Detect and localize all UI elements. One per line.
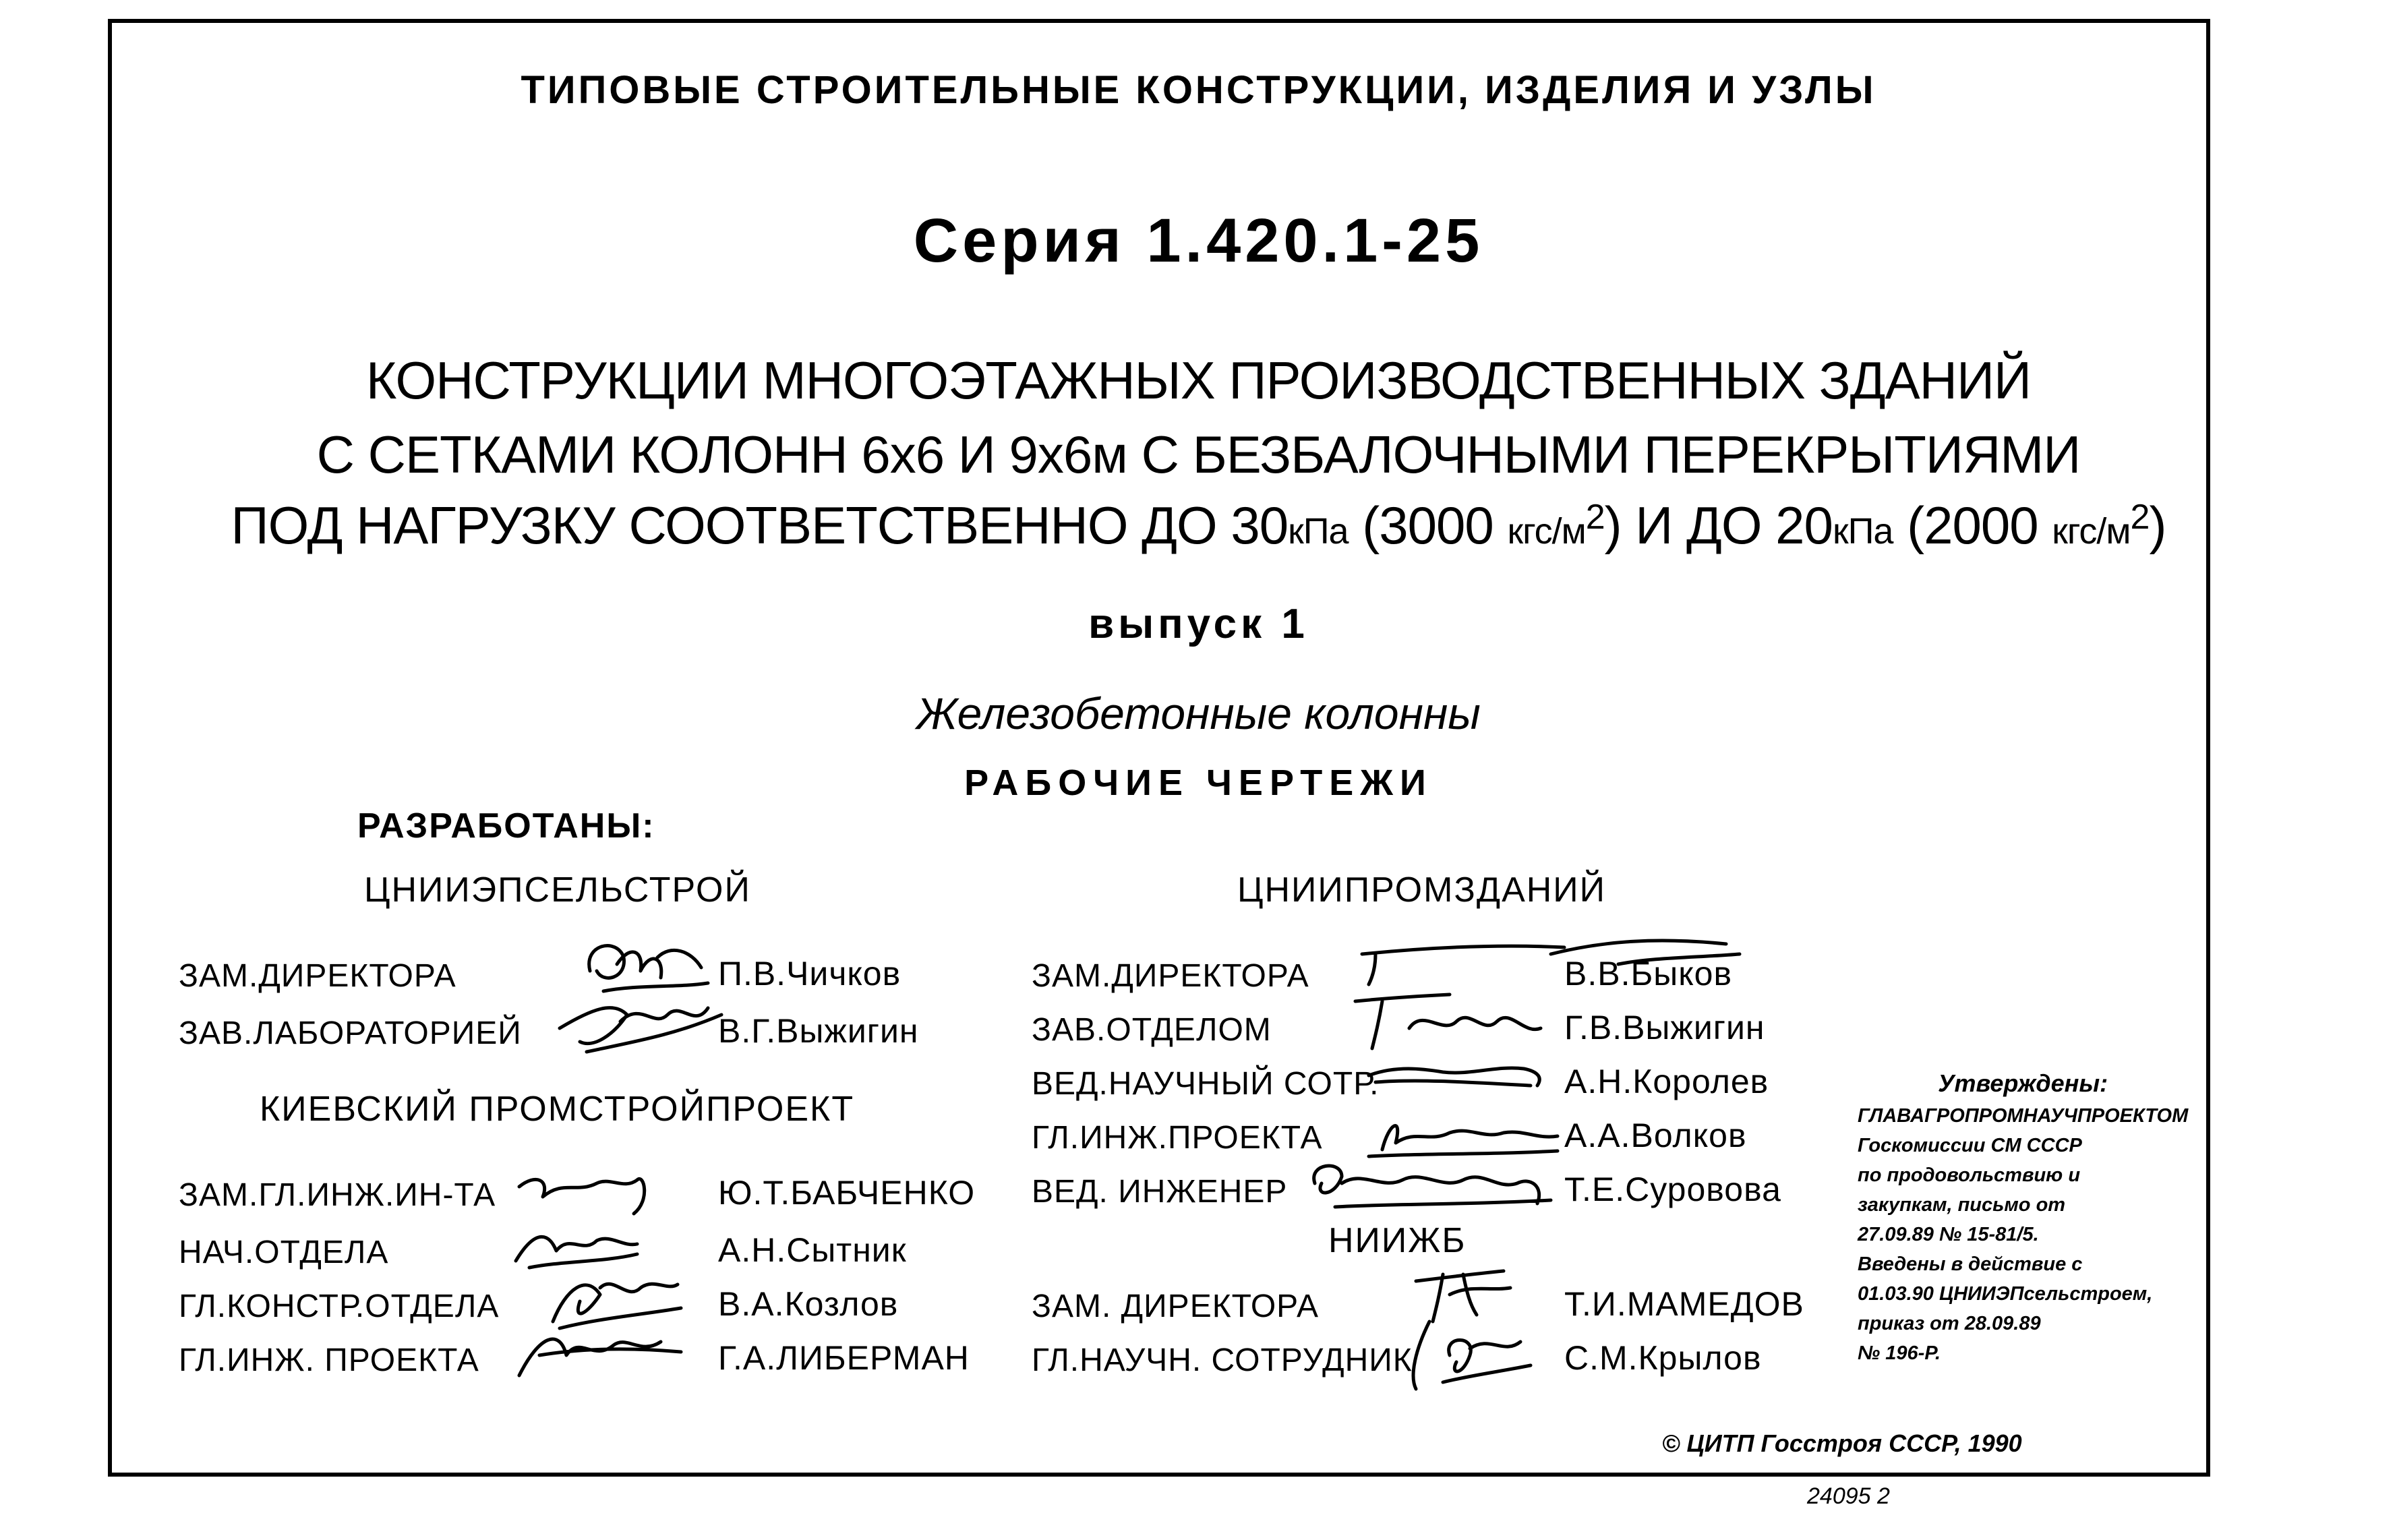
person-name: Ю.Т.БАБЧЕНКО <box>718 1174 976 1212</box>
signature-babchenko <box>509 1160 657 1220</box>
role-label: ГЛ.ИНЖ.ПРОЕКТА <box>1032 1120 1323 1156</box>
copyright: © ЦИТП Госстроя СССР, 1990 <box>1662 1429 2022 1457</box>
org-tsniiepselstroy: ЦНИИЭПСЕЛЬСТРОЙ <box>364 870 751 910</box>
approval-line: приказ от 28.09.89 <box>1858 1313 2041 1334</box>
signature-liberman <box>512 1315 688 1389</box>
person-name: С.М.Крылов <box>1564 1339 1762 1377</box>
role-label: ЗАМ. ДИРЕКТОРА <box>1032 1289 1319 1324</box>
approval-line: по продовольствию и <box>1858 1164 2081 1186</box>
person-name: В.Г.Выжигин <box>718 1012 919 1050</box>
approval-line: 01.03.90 ЦНИИЭПсельстроем, <box>1858 1283 2153 1305</box>
role-label: ЗАМ.ДИРЕКТОРА <box>1032 958 1309 994</box>
approval-line: 27.09.89 № 15-81/5. <box>1858 1224 2039 1245</box>
role-label: НАЧ.ОТДЕЛА <box>179 1235 389 1270</box>
signature-surovova <box>1295 1150 1564 1217</box>
signature-korolev <box>1362 1045 1551 1099</box>
person-name: Т.Е.Суровова <box>1564 1171 1781 1208</box>
person-name: Г.А.ЛИБЕРМАН <box>718 1339 970 1377</box>
person-name: Т.И.МАМЕДОВ <box>1564 1285 1804 1323</box>
role-label: ЗАВ.ОТДЕЛОМ <box>1032 1012 1272 1048</box>
signature-krylov <box>1402 1308 1537 1396</box>
title-line-1: КОНСТРУКЦИИ МНОГОЭТАЖНЫХ ПРОИЗВОДСТВЕННЫХ ЗДАНИЙ <box>365 351 2032 410</box>
signature-vyzhigin-1 <box>553 988 728 1062</box>
developed-label: РАЗРАБОТАНЫ: <box>357 806 655 846</box>
role-label: ЗАМ.ГЛ.ИНЖ.ИН-ТА <box>179 1177 496 1213</box>
person-name: А.Н.Королев <box>1564 1063 1769 1100</box>
org-tsniipromzdaniy: ЦНИИПРОМЗДАНИЙ <box>1237 870 1607 910</box>
approval-line: № 196-Р. <box>1858 1342 1941 1364</box>
approval-line: Введены в действие с <box>1858 1253 2083 1275</box>
person-name: В.В.Быков <box>1564 955 1733 993</box>
role-label: ГЛ.НАУЧН. СОТРУДНИК <box>1032 1342 1413 1378</box>
role-label: ВЕД.НАУЧНЫЙ СОТР. <box>1032 1066 1380 1102</box>
org-niizhb: НИИЖБ <box>1328 1221 1467 1260</box>
drawings-label: РАБОЧИЕ ЧЕРТЕЖИ <box>964 763 1433 803</box>
person-name: Г.В.Выжигин <box>1564 1009 1765 1046</box>
issue-number: выпуск 1 <box>1088 601 1309 647</box>
role-label: ГЛ.КОНСТР.ОТДЕЛА <box>179 1289 500 1324</box>
person-name: В.А.Козлов <box>718 1285 899 1323</box>
role-label: ГЛ.ИНЖ. ПРОЕКТА <box>179 1342 479 1378</box>
series-number: Серия 1.420.1-25 <box>913 206 1484 275</box>
approval-line: Госкомиссии СМ СССР <box>1858 1135 2082 1156</box>
title-line-3: ПОД НАГРУЗКУ СООТВЕТСТВЕННО ДО 30кПа (3000 кгс/$м^2$) И ДО 20кПа (2000 кгс/$м^2$) <box>231 496 2166 555</box>
person-name: А.А.Волков <box>1564 1117 1747 1154</box>
approval-block <box>1858 1069 2188 1368</box>
header-text: ТИПОВЫЕ СТРОИТЕЛЬНЫЕ КОНСТРУКЦИИ, ИЗДЕЛИЯ И УЗЛЫ <box>521 68 1876 112</box>
role-label: ВЕД. ИНЖЕНЕР <box>1032 1174 1288 1210</box>
role-label: ЗАВ.ЛАБОРАТОРИЕЙ <box>179 1015 522 1051</box>
footer-code: 24095 2 <box>1807 1483 1890 1509</box>
org-kiev-promstroyproekt: КИЕВСКИЙ ПРОМСТРОЙПРОЕКТ <box>260 1090 855 1129</box>
approval-line: ГЛАВАГРОПРОМНАУЧПРОЕКТОМ <box>1858 1105 2189 1127</box>
subject-title: Железобетонные колонны <box>916 688 1481 738</box>
title-line-2: С СЕТКАМИ КОЛОНН 6х6 И 9х6м С БЕЗБАЛОЧНЫМИ ПЕРЕКРЫТИЯМИ <box>316 425 2081 484</box>
approval-title: Утверждены: <box>1938 1069 2108 1097</box>
person-name: А.Н.Сытник <box>718 1231 907 1269</box>
approval-line: закупкам, письмо от <box>1858 1194 2066 1216</box>
role-label: ЗАМ.ДИРЕКТОРА <box>179 958 456 994</box>
person-name: П.В.Чичков <box>718 955 901 993</box>
signature-bykov <box>1349 927 1753 988</box>
